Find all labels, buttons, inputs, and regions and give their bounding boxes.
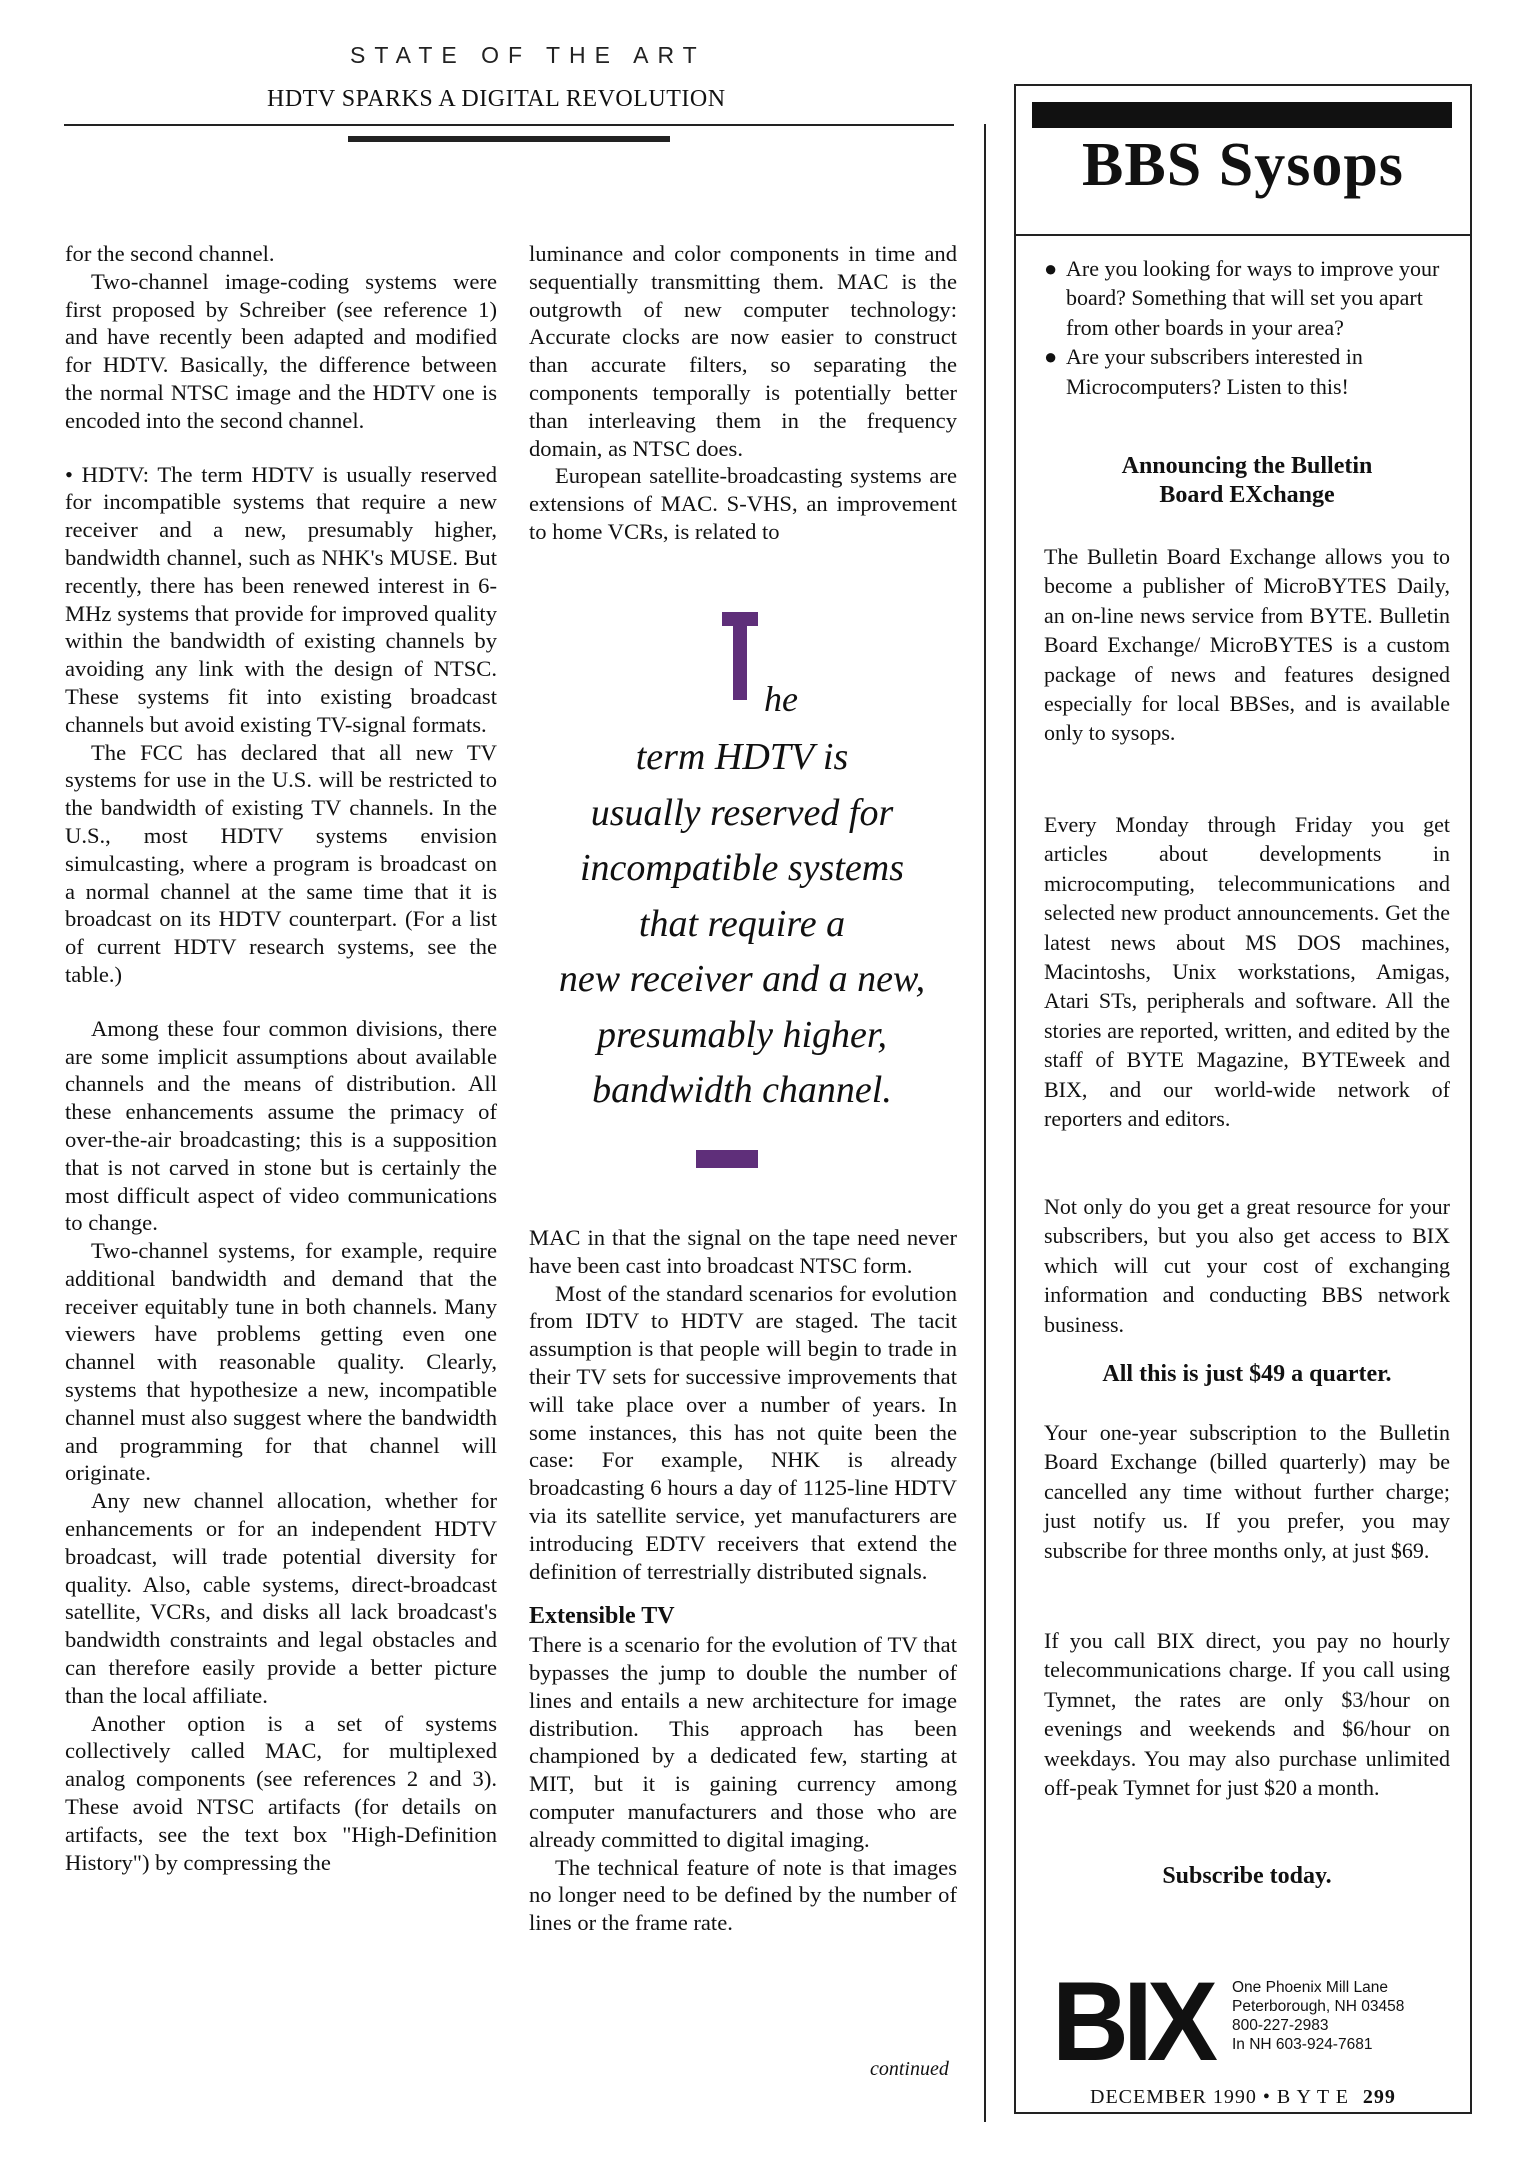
paragraph: The technical feature of note is that images no longer need to be defined by the number of lines or the frame rate. bbox=[529, 1854, 957, 1936]
ad-price: All this is just $49 a quarter. bbox=[1102, 1361, 1392, 1387]
pull-quote-first-word: he bbox=[764, 679, 798, 719]
paragraph: • HDTV: The term HDTV is usually reserved for incompatible systems that require a new receiver and a new, presumably higher, bandwidth channel, such as NHK's MUSE. But recently, there has been renewed interest in 6-MHz systems that provide for improved quality within the bandwidth of existing channels by avoiding any link with the design of NTSC. These systems fit into existing broadcast channels but avoid existing TV-signal formats. bbox=[65, 461, 497, 737]
article-column-2-bottom bbox=[529, 1224, 957, 1937]
ad-paragraph: Your one-year subscription to the Bulletin Board Exchange (billed quarterly) may be cancelled any time without further charge; just notify us. If you prefer, you may subscribe for three months only, at just $69. bbox=[1044, 1420, 1450, 1563]
ad-headline-rule bbox=[1016, 234, 1470, 236]
paragraph: Any new channel allocation, whether for enhancements or for an independent HDTV broadcast, will trade potential diversity for quality. Also, cable systems, direct-broadcast satellite, VCRs, and disks all lack broadcast's bandwidth constraints and legal obstacles and can therefore easily provide a better picture than the local affiliate. bbox=[65, 1488, 497, 1708]
ad-announcement bbox=[1044, 452, 1450, 511]
issue-label: DECEMBER 1990 • B Y T E bbox=[1090, 2086, 1349, 2108]
pull-quote-end-bar bbox=[696, 1150, 758, 1168]
pull-quote-text bbox=[520, 730, 964, 1119]
ad-bullet-text: Are you looking for ways to improve your board? Something that will set you apart from other boards in your area? bbox=[1066, 256, 1440, 340]
section-kicker: STATE OF THE ART bbox=[350, 42, 706, 68]
header-accent-rule bbox=[348, 136, 670, 142]
continued-label: continued bbox=[870, 2058, 949, 2080]
paragraph: MAC in that the signal on the tape need never have been cast into broadcast NTSC form. bbox=[529, 1225, 957, 1278]
page-footer bbox=[1090, 2086, 1396, 2109]
bbs-sysops-advertisement bbox=[1014, 84, 1472, 2114]
ad-bullet bbox=[1044, 254, 1450, 342]
ad-paragraph: The Bulletin Board Exchange allows you to become a publisher of MicroBYTES Daily, an on-line news service from BYTE. Bulletin Board Exchange/ MicroBYTES is a custom package of news and features designed especially for local BBSes, and is available only to sysops. bbox=[1044, 544, 1450, 746]
bix-logo: BIX bbox=[1052, 1959, 1213, 2084]
article-title: HDTV SPARKS A DIGITAL REVOLUTION bbox=[267, 86, 726, 112]
paragraph: Most of the standard scenarios for evolution from IDTV to HDTV are staged. The tacit assumption is that people will begin to trade in their TV sets for successive improvements that will take place over a number of years. In some instances, this has not quite been the case: For example, NHK is already broadcasting 6 hours a day of 1125-line HDTV via its satellite service, yet manufacturers are introducing EDTV receivers that extend the definition of terrestrially distributed signals. bbox=[529, 1280, 957, 1584]
ad-headline: BBS Sysops bbox=[1082, 131, 1404, 199]
address-line: One Phoenix Mill Lane bbox=[1232, 1979, 1388, 1996]
bullet-icon: ● bbox=[1044, 344, 1058, 370]
paragraph: European satellite-broadcasting systems are extensions of MAC. S-VHS, an improvement to home VCRs, is related to bbox=[529, 463, 957, 544]
address-line: In NH 603-924-7681 bbox=[1232, 2036, 1373, 2053]
paragraph: Another option is a set of systems collectively called MAC, for multiplexed analog components (see references 2 and 3). These avoid NTSC artifacts (for details on artifacts, see the text box "High-Definition History") by compressing the bbox=[65, 1710, 497, 1875]
pull-quote-line: presumably higher, bbox=[597, 1013, 887, 1056]
ad-address bbox=[1232, 1978, 1404, 2054]
header-rule bbox=[64, 124, 954, 126]
article-column-2-top bbox=[529, 240, 957, 546]
pull-quote-line: bandwidth channel. bbox=[592, 1069, 892, 1111]
drop-initial-t bbox=[722, 612, 758, 700]
paragraph: The FCC has declared that all new TV systems for use in the U.S. will be restricted to the bandwidth of existing TV channels. In the U.S., most HDTV systems envision simulcasting, where a program is broadcast on a normal channel at the same time that it is broadcast on its HDTV counterpart. (For a list of current HDTV research systems, see the table.) bbox=[65, 739, 497, 987]
column-divider bbox=[984, 124, 986, 2122]
ad-bullet-text: Are your subscribers interested in Microcomputers? Listen to this! bbox=[1066, 344, 1363, 399]
paragraph: Among these four common divisions, there are some implicit assumptions about available channels and the means of distribution. All these enhancements assume the primacy of over-the-air broadcasting; this is a supposition that is not carved in stone but is certainly the most difficult aspect of video communications to change. bbox=[65, 1015, 497, 1236]
ad-announcement-line: Board EXchange bbox=[1159, 482, 1335, 509]
ad-paragraph: Every Monday through Friday you get articles about developments in microcomputing, telecommunications and selected new product announcements. Get the latest news about MS DOS machines, Macintoshs, Unix workstations, Amigas, Atari STs, peripherals and software. All the stories are reported, written, and edited by the staff of BYTE Magazine, BYTEweek and BIX, and our world-wide network of reporters and editors. bbox=[1044, 812, 1450, 1132]
ad-bullet-list bbox=[1044, 254, 1450, 401]
article-column-1 bbox=[65, 240, 497, 1876]
ad-top-bar bbox=[1032, 102, 1452, 128]
section-subhead: Extensible TV bbox=[529, 1603, 675, 1630]
page-number: 299 bbox=[1362, 2086, 1396, 2108]
paragraph: luminance and color components in time and sequentially transmitting them. MAC is the outgrowth of new computer technology: Accurate clocks are now easier to construct than accurate filters, so separating the components temporally is potentially better than interleaving them in the frequency domain, as NTSC does. bbox=[529, 241, 957, 461]
ad-announcement-line: Announcing the Bulletin bbox=[1121, 453, 1373, 479]
pull-quote-line: usually reserved for bbox=[590, 791, 894, 834]
address-line: Peterborough, NH 03458 bbox=[1232, 1998, 1405, 2015]
ad-bullet bbox=[1044, 342, 1450, 401]
pull-quote-line: new receiver and a new, bbox=[558, 958, 926, 1000]
paragraph: for the second channel. bbox=[65, 241, 275, 266]
pull-quote-line: that require a bbox=[638, 902, 846, 945]
address-line: 800-227-2983 bbox=[1232, 2017, 1329, 2034]
bullet-icon: ● bbox=[1044, 256, 1058, 281]
pull-quote-line: incompatible systems bbox=[579, 847, 904, 889]
ad-paragraph: If you call BIX direct, you pay no hourly telecommunications charge. If you call using Tymnet, the rates are only $3/hour on evenings and weekends and $6/hour on weekdays. You may also purchase unlimited off-peak Tymnet for just $20 a month. bbox=[1044, 1628, 1450, 1801]
paragraph: There is a scenario for the evolution of TV that bypasses the jump to double the number of lines and entails a new architecture for image distribution. This approach has been championed by a dedicated few, starting at MIT, but it is gaining currency among computer manufacturers and those who are already committed to digital imaging. bbox=[529, 1632, 957, 1852]
initial-t-stem bbox=[733, 612, 747, 700]
ad-paragraph: Not only do you get a great resource for your subscribers, but you also get access to BIX which will cut your cost of exchanging information and conducting BBS network business. bbox=[1044, 1194, 1450, 1337]
ad-call-to-action: Subscribe today. bbox=[1162, 1863, 1332, 1889]
paragraph: Two-channel systems, for example, require additional bandwidth and demand that the receiver equitably tune in both channels. Many viewers have problems getting even one channel with reasonable quality. Clearly, systems that hypothesize a new, incompatible channel must also suggest where the bandwidth and programming for that channel will originate. bbox=[65, 1238, 497, 1486]
pull-quote-line: term HDTV is bbox=[635, 736, 849, 778]
paragraph: Two-channel image-coding systems were first proposed by Schreiber (see reference 1) and have recently been adapted and modified for HDTV. Basically, the difference between the normal NTSC image and the HDTV one is encoded into the second channel. bbox=[65, 268, 497, 433]
